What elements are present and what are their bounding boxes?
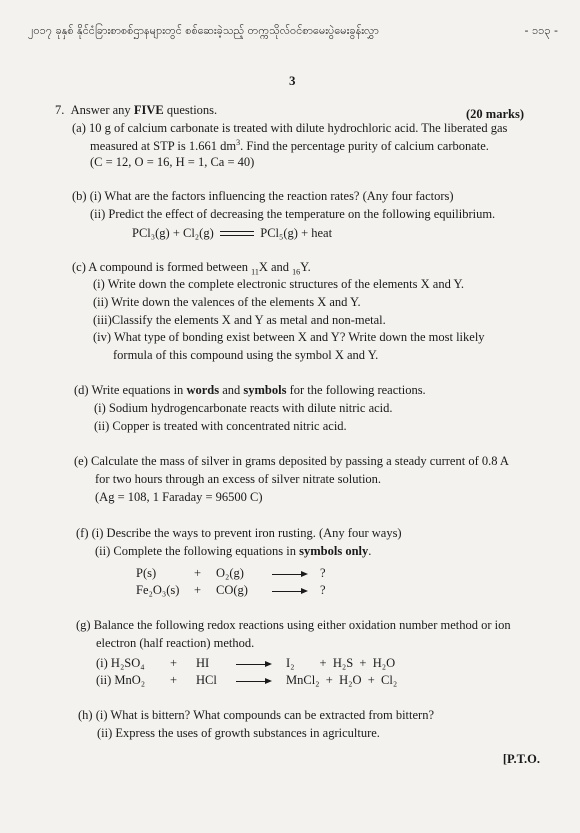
- question-marks: (20 marks): [466, 107, 524, 121]
- arrow-icon: [272, 570, 308, 578]
- g-eq2-left: (ii) MnO₂: [96, 673, 146, 687]
- part-d-line-2: (i) Sodium hydrogencarbonate reacts with dilute nitric acid.: [94, 401, 393, 415]
- question-heading: [55, 103, 217, 118]
- part-c-line-4: (iii)Classify the elements X and Y as metal and non-metal.: [93, 313, 386, 327]
- part-c-line-1-text: (c) A compound is formed between: [72, 260, 252, 274]
- g-eq2-middle: HCl: [196, 673, 217, 687]
- part-e-line-3: (Ag = 108, 1 Faraday = 96500 C): [95, 490, 263, 504]
- part-h-line-2: (ii) Express the uses of growth substances in agriculture.: [97, 726, 380, 740]
- part-d-text-c: and: [219, 383, 244, 397]
- superscript-3: 3: [236, 138, 241, 147]
- f-eq1-left: P(s): [136, 566, 157, 580]
- f-eq1-plus: +: [194, 566, 202, 580]
- question-text-2: questions.: [163, 103, 218, 117]
- f-eq1-right: O₂(g): [216, 566, 244, 580]
- part-g-equation-2: [96, 673, 536, 688]
- equilibrium-arrow-icon: [220, 229, 254, 239]
- part-a-line-1: (a) 10 g of calcium carbonate is treated with dilute hydrochloric acid. The liberated gas: [72, 121, 508, 135]
- part-b-equilibrium: [132, 226, 332, 241]
- part-f-text-c: .: [368, 544, 372, 558]
- page-header: [28, 24, 558, 46]
- please-turn-over: [P.T.O.: [502, 752, 540, 766]
- part-f-equation-2: [136, 583, 326, 598]
- part-g-equation-1: [96, 656, 536, 671]
- g-eq2-right: MnCl₂ + H₂O + Cl₂: [286, 673, 398, 687]
- part-a-line-2: [90, 138, 489, 154]
- arrow-icon: [236, 677, 272, 685]
- part-d-bold-words: words: [186, 383, 220, 397]
- part-f-text-a: (ii) Complete the following equations in: [95, 544, 300, 558]
- part-d-line-1: [74, 383, 426, 398]
- part-c-line-6: formula of this compound using the symbol X and Y.: [113, 348, 379, 362]
- part-g-line-2: electron (half reaction) method.: [96, 636, 255, 650]
- g-eq2-plus: +: [170, 673, 178, 687]
- f-eq1-question: ?: [320, 566, 326, 580]
- part-d-bold-symbols: symbols: [243, 383, 287, 397]
- part-c-line-1: [72, 260, 311, 277]
- part-e-line-2: for two hours through an excess of silver nitrate solution.: [95, 472, 382, 486]
- part-f-bold: symbols only: [299, 544, 369, 558]
- f-eq2-left: Fe₂O₃(s): [136, 583, 180, 597]
- header-title: ၂၀၁၇ ခုနှစ် နိုင်ငံခြားစာစစ်ဌာနများတွင် စစ်ဆေးခဲ့သည့် တက္ကသိုလ်ဝင်စာမေးပွဲမေးခွန်းလွှာ: [28, 24, 379, 37]
- equilibrium-left: PCl₃(g) + Cl₂(g): [132, 226, 214, 240]
- part-c-line-5: (iv) What type of bonding exist between X and Y? Write down the most likely: [93, 330, 485, 344]
- part-a-line-3: (C = 12, O = 16, H = 1, Ca = 40): [90, 155, 255, 169]
- part-f-equation-1: [136, 566, 326, 581]
- part-c-line-2: (i) Write down the complete electronic structures of the elements X and Y.: [93, 277, 465, 291]
- part-d-text-a: (d) Write equations in: [74, 383, 187, 397]
- header-page-mark: - ၁၁၃ -: [524, 24, 558, 37]
- f-eq2-question: ?: [320, 583, 326, 597]
- element-x: X and: [258, 260, 293, 274]
- f-eq2-right: CO(g): [216, 583, 248, 597]
- part-a-line-2-text-b: . Find the percentage purity of calcium carbonate.: [240, 139, 489, 154]
- question-text: Answer any: [70, 103, 134, 117]
- equilibrium-right: PCl₅(g) + heat: [260, 226, 333, 240]
- page-number: 3: [289, 73, 296, 88]
- part-d-line-3: (ii) Copper is treated with concentrated nitric acid.: [94, 419, 347, 433]
- question-number: 7.: [55, 103, 65, 117]
- part-h-line-1: (h) (i) What is bittern? What compounds can be extracted from bittern?: [78, 708, 435, 722]
- part-a-line-2-text: measured at STP is 1.661 dm: [90, 139, 237, 154]
- part-b-line-1: (b) (i) What are the factors influencing the reaction rates? (Any four factors): [72, 189, 454, 203]
- arrow-icon: [272, 587, 308, 595]
- g-eq1-left: (i) H₂SO₄: [96, 656, 145, 670]
- atomic-number-y: 16: [292, 267, 301, 277]
- part-b-line-2: (ii) Predict the effect of decreasing the temperature on the following equilibrium.: [90, 207, 496, 221]
- question-bold: FIVE: [133, 103, 164, 117]
- part-g-line-1: (g) Balance the following redox reactions using either oxidation number method or ion: [76, 618, 511, 632]
- part-f-line-1: (f) (i) Describe the ways to prevent iron rusting. (Any four ways): [76, 526, 402, 540]
- g-eq1-middle: HI: [196, 656, 210, 670]
- f-eq2-plus: +: [194, 583, 202, 597]
- part-f-line-2: [95, 544, 371, 559]
- element-y: Y.: [300, 260, 311, 274]
- g-eq1-right: I₂ + H₂S + H₂O: [286, 656, 396, 670]
- atomic-number-x: 11: [251, 267, 259, 277]
- g-eq1-plus: +: [170, 656, 178, 670]
- part-d-text-d: for the following reactions.: [286, 383, 426, 397]
- arrow-icon: [236, 660, 272, 668]
- part-c-line-3: (ii) Write down the valences of the elements X and Y.: [93, 295, 361, 309]
- part-e-line-1: (e) Calculate the mass of silver in grams deposited by passing a steady current of 0.8 A: [74, 454, 509, 468]
